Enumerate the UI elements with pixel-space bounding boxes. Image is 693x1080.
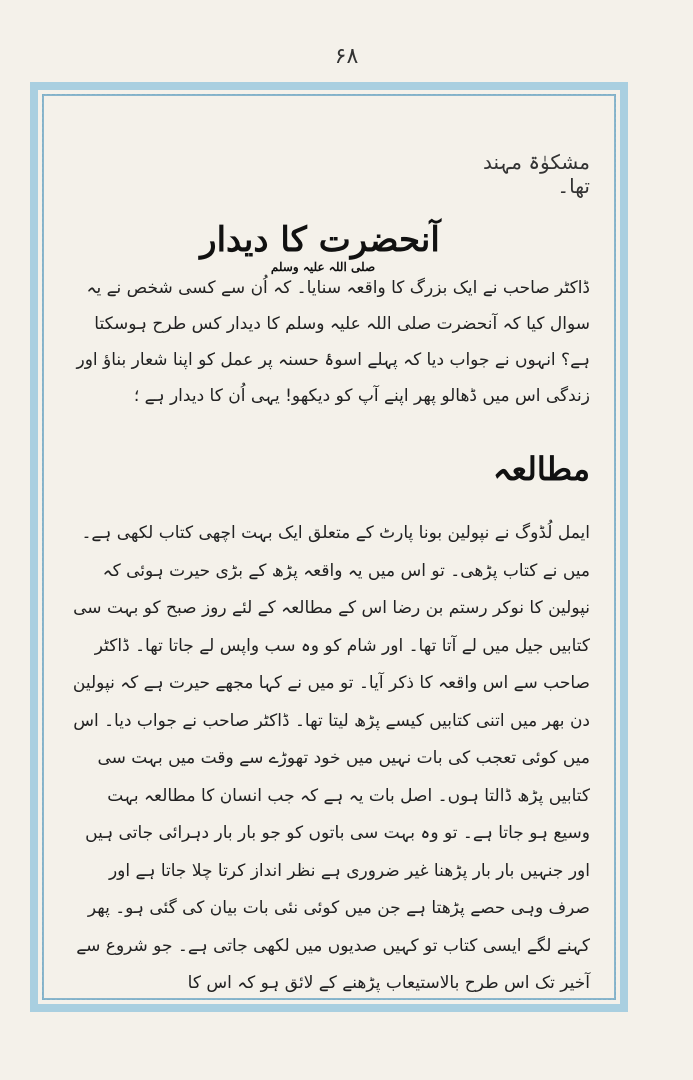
honorific-mark: صلی اللہ علیہ وسلم — [270, 260, 376, 274]
section-title-text: آنحضرت کا دیدار — [200, 220, 440, 260]
section-title-mutalia: مطالعہ — [492, 450, 590, 488]
page-number: ۶۸ — [334, 44, 359, 69]
paragraph-mutalia: ایمل لُڈوگ نے نپولین بونا پارٹ کے متعلق ایک بہت اچھی کتاب لکھی ہے۔ میں نے کتاب پڑھی۔ تو اس میں یہ واقعہ پڑھ کے بڑی حیرت ہوئی کہ نپولین کا نوکر رستم بن رضا اس کے مطالعہ کے لئے روز صبح کو بہت سی کتابیں جیل میں لے آتا تھا۔ اور شام کو وہ سب واپس لے جاتا تھا۔ ڈاکٹر صاحب سے اس واقعہ کا ذکر آیا۔ تو میں نے کہا مجھے حیرت ہے کہ نپولین دن بھر میں اتنی کتابیں کیسے پڑھ لیتا تھا۔ ڈاکٹر صاحب نے جواب دیا۔ اس میں کوئی تعجب کی بات نہیں میں خود تھوڑے سے وقت میں بہت سی کتابیں پڑھ ڈالتا ہوں۔ اصل بات یہ ہے کہ جب انسان کا مطالعہ بہت وسیع ہو جاتا ہے۔ تو وہ بہت سی باتوں کو جو بار بار دہرائی جاتی ہیں اور جنہیں بار بار پڑھنا غیر ضروری ہے نظر انداز کرتا چلا جاتا ہے اور صرف وہی حصے پڑھتا ہے جن میں کوئی نئی بات بیان کی گئی ہو۔ پھر کہنے لگے ایسی کتاب تو کہیں صدیوں میں لکھی جاتی ہے۔ جو شروع سے آخیر تک اس طرح بالاستیعاب پڑھنے کے لائق ہو کہ اس کا — [72, 523, 590, 993]
continued-line: مشکوٰۃ مہند تھا۔ — [483, 150, 590, 198]
paragraph-didar: ڈاکٹر صاحب نے ایک بزرگ کا واقعہ سنایا۔ کہ اُن سے کسی شخص نے یہ سوال کیا کہ آنحضرت صلی اللہ علیہ وسلم کا دیدار کس طرح ہوسکتا ہے؟ انہوں نے جواب دیا کہ پہلے اسوۂ حسنہ پر عمل کو اپنا شعار بناؤ اور زندگی اس میں ڈھالو پھر اپنے آپ کو دیکھو! یہی اُن کا دیدار ہے ؛ — [76, 278, 590, 406]
page-content — [70, 130, 590, 1000]
